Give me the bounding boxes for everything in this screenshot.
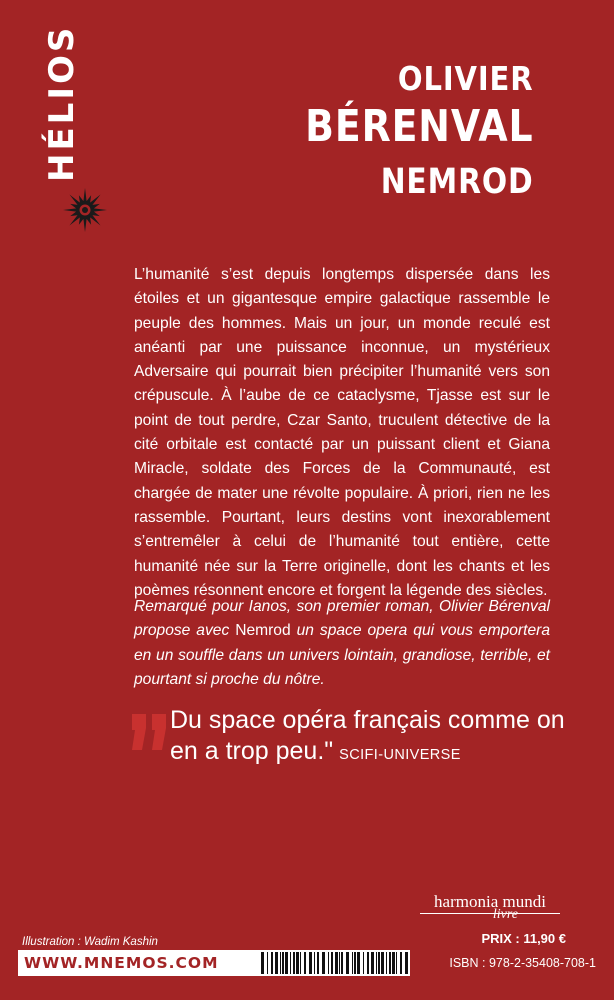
publisher-rule	[420, 913, 560, 914]
sun-emblem-icon	[60, 185, 110, 235]
author-note-part1: Remarqué pour Ianos, son premier roman, Olivier Bérenval propose avec	[134, 598, 550, 640]
press-quote-source: SCIFI-UNIVERSE	[339, 747, 461, 763]
press-quote	[170, 705, 570, 771]
imprint-name: HÉLIOS	[42, 24, 82, 182]
publisher-logo	[416, 893, 564, 925]
blurb-paragraph: L’humanité s’est depuis longtemps dispersée dans les étoiles et un gigantesque empire galactique rassemble le peuple des hommes. Mais un jour, un monde reculé est anéanti par une puissance inconnue, un mystérieux Adversaire qui pourrait bien précipiter l’humanité vers son crépuscule. À l’aube de ce cataclysme, Tjasse est sur le point de tout perdre, Czar Santo, truculent détective de la cité orbitale est contacté par un puissant client et Giana Miracle, soldate des Forces de la Communauté, est chargée de mater une révolte populaire. À priori, rien ne les rassemble. Pourtant, leurs destins vont inexorablement s’entremêler à celui de l’humanité tout entière, cette humanité née sur la Terre originelle, dont les chants et les poèmes résonnent encore et forgent la légende des siècles.	[134, 266, 550, 599]
author-first-name: OLIVIER	[398, 59, 534, 98]
blurb-text	[134, 263, 550, 603]
price-label: PRIX : 11,90 €	[481, 931, 566, 946]
publisher-sub: livre	[492, 907, 518, 922]
imprint-logo	[40, 24, 100, 182]
author-note-part2: un space opera qui vous emportera en un souffle dans un univers lointain, grandiose, terrible, et pourtant si proche du nôtre.	[134, 622, 550, 688]
isbn-label: ISBN : 978-2-35408-708-1	[449, 956, 596, 970]
book-title: NEMROD	[381, 162, 534, 202]
author-title-block	[268, 58, 534, 206]
illustration-credit: Illustration : Wadim Kashin	[22, 936, 158, 948]
publisher-name: harmonia mundi	[434, 892, 546, 911]
website-link[interactable]: WWW.MNEMOS.COM	[24, 954, 219, 972]
press-quote-text: Du space opéra français comme on en a trop peu."	[170, 706, 565, 765]
author-note	[134, 595, 550, 692]
author-note-title: Nemrod	[235, 622, 291, 640]
author-last-name: BÉRENVAL	[305, 101, 534, 152]
